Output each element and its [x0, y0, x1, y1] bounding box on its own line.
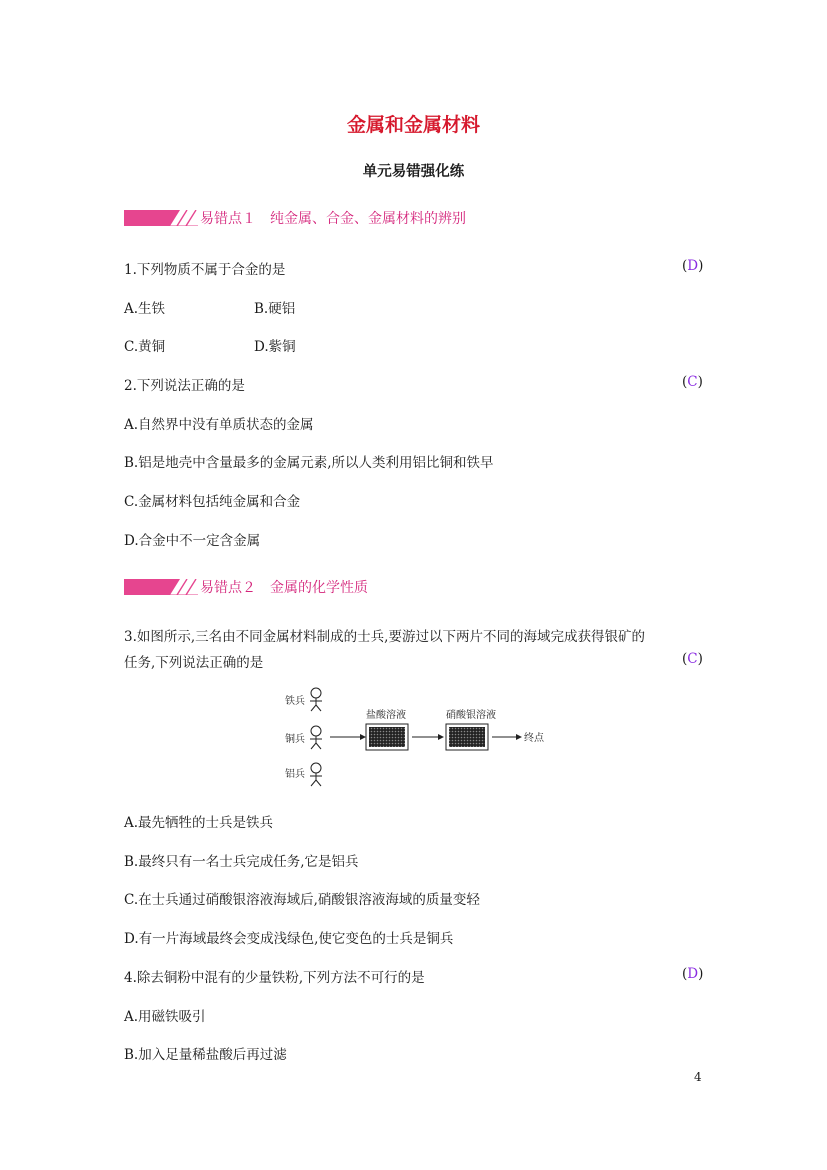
option: C.黄铜 [124, 339, 166, 355]
soldier-iron-icon [310, 688, 322, 711]
question-stem-cont: 任务,下列说法正确的是 [124, 655, 264, 671]
soldier-aluminum-icon [310, 763, 322, 786]
arrow-icon [360, 734, 366, 740]
sea2-label: 硝酸银溶液 [446, 710, 496, 721]
answer-letter: C [687, 651, 698, 667]
answer-letter: C [687, 374, 698, 390]
option: D.紫铜 [254, 339, 296, 355]
sea1-label: 盐酸溶液 [366, 710, 406, 721]
option: B.加入足量稀盐酸后再过滤 [124, 1047, 287, 1063]
option: B.硬铝 [254, 301, 296, 317]
section-bar-icon [124, 210, 198, 226]
soldier-aluminum-label: 铝兵 [285, 769, 305, 780]
answer-mark: (C) [682, 651, 703, 667]
option: A.生铁 [124, 301, 166, 317]
option: D.合金中不一定含金属 [124, 533, 261, 549]
option: A.自然界中没有单质状态的金属 [124, 417, 314, 433]
soldier-copper-label: 铜兵 [285, 734, 305, 745]
option: C.在士兵通过硝酸银溶液海域后,硝酸银溶液海域的质量变轻 [124, 892, 480, 908]
option: A.最先牺牲的士兵是铁兵 [124, 815, 274, 831]
option: D.有一片海域最终会变成浅绿色,使它变色的士兵是铜兵 [124, 931, 454, 947]
answer-mark: (D) [682, 966, 704, 982]
option: B.最终只有一名士兵完成任务,它是铝兵 [124, 854, 359, 870]
end-label: 终点 [524, 733, 544, 744]
answer-mark: (C) [682, 374, 703, 390]
arrow-icon [438, 734, 444, 740]
page-title: 金属和金属材料 [346, 114, 480, 136]
soldier-copper-icon [310, 726, 322, 749]
answer-mark: (D) [682, 258, 704, 274]
arrow-icon [516, 734, 522, 740]
question-stem: 2.下列说法正确的是 [124, 378, 245, 394]
question-stem: 4.除去铜粉中混有的少量铁粉,下列方法不可行的是 [124, 970, 425, 986]
option: A.用磁铁吸引 [124, 1009, 206, 1025]
section-label: 易错点２ 金属的化学性质 [200, 580, 368, 596]
soldier-sea-diagram [280, 682, 560, 796]
answer-letter: D [687, 966, 699, 982]
page-number: 4 [694, 1070, 702, 1084]
option: C.金属材料包括纯金属和合金 [124, 494, 301, 510]
question-stem: 3.如图所示,三名由不同金属材料制成的士兵,要游过以下两片不同的海域完成获得银矿的 [124, 629, 645, 645]
section-header-2 [124, 577, 368, 597]
soldier-iron-label: 铁兵 [285, 696, 305, 707]
section-header-1 [124, 208, 466, 228]
page-subtitle: 单元易错强化练 [362, 164, 465, 180]
answer-letter: D [687, 258, 699, 274]
question-stem: 1.下列物质不属于合金的是 [124, 262, 286, 278]
section-label: 易错点１ 纯金属、合金、金属材料的辨别 [200, 211, 466, 227]
option: B.铝是地壳中含量最多的金属元素,所以人类利用铝比铜和铁早 [124, 455, 494, 471]
section-bar-icon [124, 579, 198, 595]
